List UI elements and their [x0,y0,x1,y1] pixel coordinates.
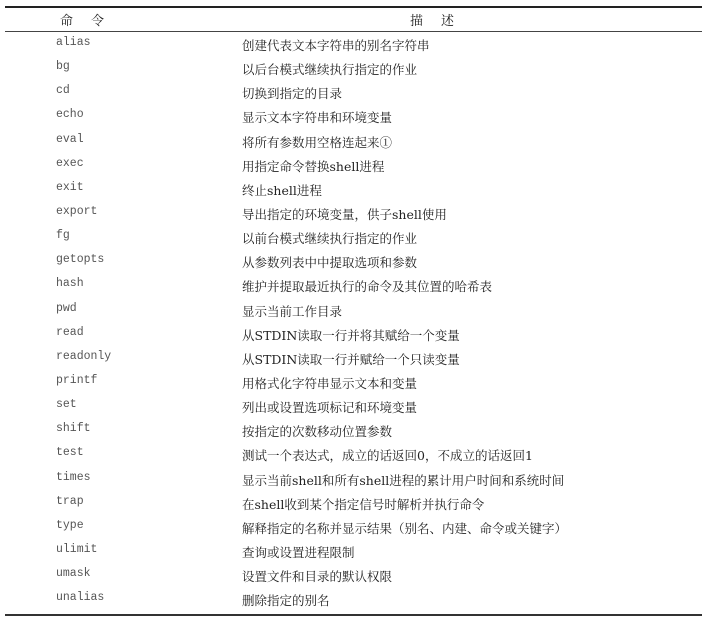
table-row [5,299,702,323]
table-row [5,226,702,250]
table-row [5,588,702,612]
table-body [5,32,702,612]
description-cell: 维护并提取最近执行的命令及其位置的哈希表 [242,279,493,295]
header-description: 描述 [410,14,473,29]
description-cell: 终止shell进程 [242,182,322,198]
description-cell: 将所有参数用空格连起来① [242,134,393,150]
table-row [5,178,702,202]
command-cell: exec [56,156,84,170]
table-row [5,33,702,57]
description-cell: 创建代表文本字符串的别名字符串 [242,38,430,53]
table-row [5,468,702,492]
table-row [5,443,702,467]
description-cell: 从STDIN读取一行并将其赋给一个变量 [242,327,460,343]
commands-table [5,6,702,616]
table-row [5,57,702,81]
command-cell: times [56,470,91,484]
command-cell: pwd [56,301,77,315]
description-cell: 显示当前工作目录 [242,303,343,319]
description-cell: 显示文本字符串和环境变量 [242,110,393,126]
command-cell: hash [56,277,84,291]
description-cell: 查询或设置进程限制 [242,544,355,560]
command-cell: echo [56,108,84,122]
command-cell: export [56,204,98,218]
command-cell: umask [56,567,91,581]
command-cell: alias [56,36,91,49]
table-row [5,395,702,419]
description-cell: 按指定的次数移动位置参数 [242,424,393,440]
table-row [5,347,702,371]
command-cell: read [56,325,84,339]
command-cell: ulimit [56,542,98,556]
command-cell: fg [56,229,70,243]
command-cell: shift [56,422,91,436]
command-cell: trap [56,494,84,508]
table-header-row [5,8,702,32]
command-cell: printf [56,373,98,387]
command-cell: exit [56,180,84,194]
description-cell: 用指定命令替换shell进程 [242,158,385,174]
table-row [5,250,702,274]
command-cell: test [56,446,84,460]
table-row [5,492,702,516]
description-cell: 以前台模式继续执行指定的作业 [242,231,418,247]
description-cell: 从参数列表中中提取选项和参数 [242,255,418,271]
description-cell: 测试一个表达式，成立的话返回0，不成立的话返回1 [242,448,533,464]
command-cell: type [56,518,84,532]
table-row [5,371,702,395]
table-row [5,274,702,298]
description-cell: 切换到指定的目录 [242,86,343,102]
table-row [5,202,702,226]
table-row [5,564,702,588]
command-cell: set [56,398,77,412]
description-cell: 用格式化字符串显示文本和变量 [242,375,418,391]
command-cell: bg [56,60,70,74]
table-row [5,419,702,443]
description-cell: 显示当前shell和所有shell进程的累计用户时间和系统时间 [242,472,565,488]
table-row [5,105,702,129]
description-cell: 列出或设置选项标记和环境变量 [242,400,418,416]
table-bottom-rule [5,614,702,616]
table-row [5,516,702,540]
command-cell: getopts [56,253,105,267]
header-command: 命令 [60,14,123,29]
description-cell: 在shell收到某个指定信号时解析并执行命令 [242,496,485,512]
command-cell: unalias [56,591,105,605]
description-cell: 删除指定的别名 [242,593,330,609]
table-row [5,130,702,154]
command-cell: eval [56,132,84,146]
description-cell: 从STDIN读取一行并赋给一个只读变量 [242,351,460,367]
table-row [5,540,702,564]
command-cell: readonly [56,349,112,363]
table-row [5,154,702,178]
description-cell: 解释指定的名称并显示结果（别名、内建、命令或关键字） [242,520,568,536]
description-cell: 以后台模式继续执行指定的作业 [242,62,418,78]
command-cell: cd [56,84,70,98]
description-cell: 导出指定的环境变量，供子shell使用 [242,206,447,222]
table-row [5,81,702,105]
description-cell: 设置文件和目录的默认权限 [242,569,393,585]
table-row [5,323,702,347]
